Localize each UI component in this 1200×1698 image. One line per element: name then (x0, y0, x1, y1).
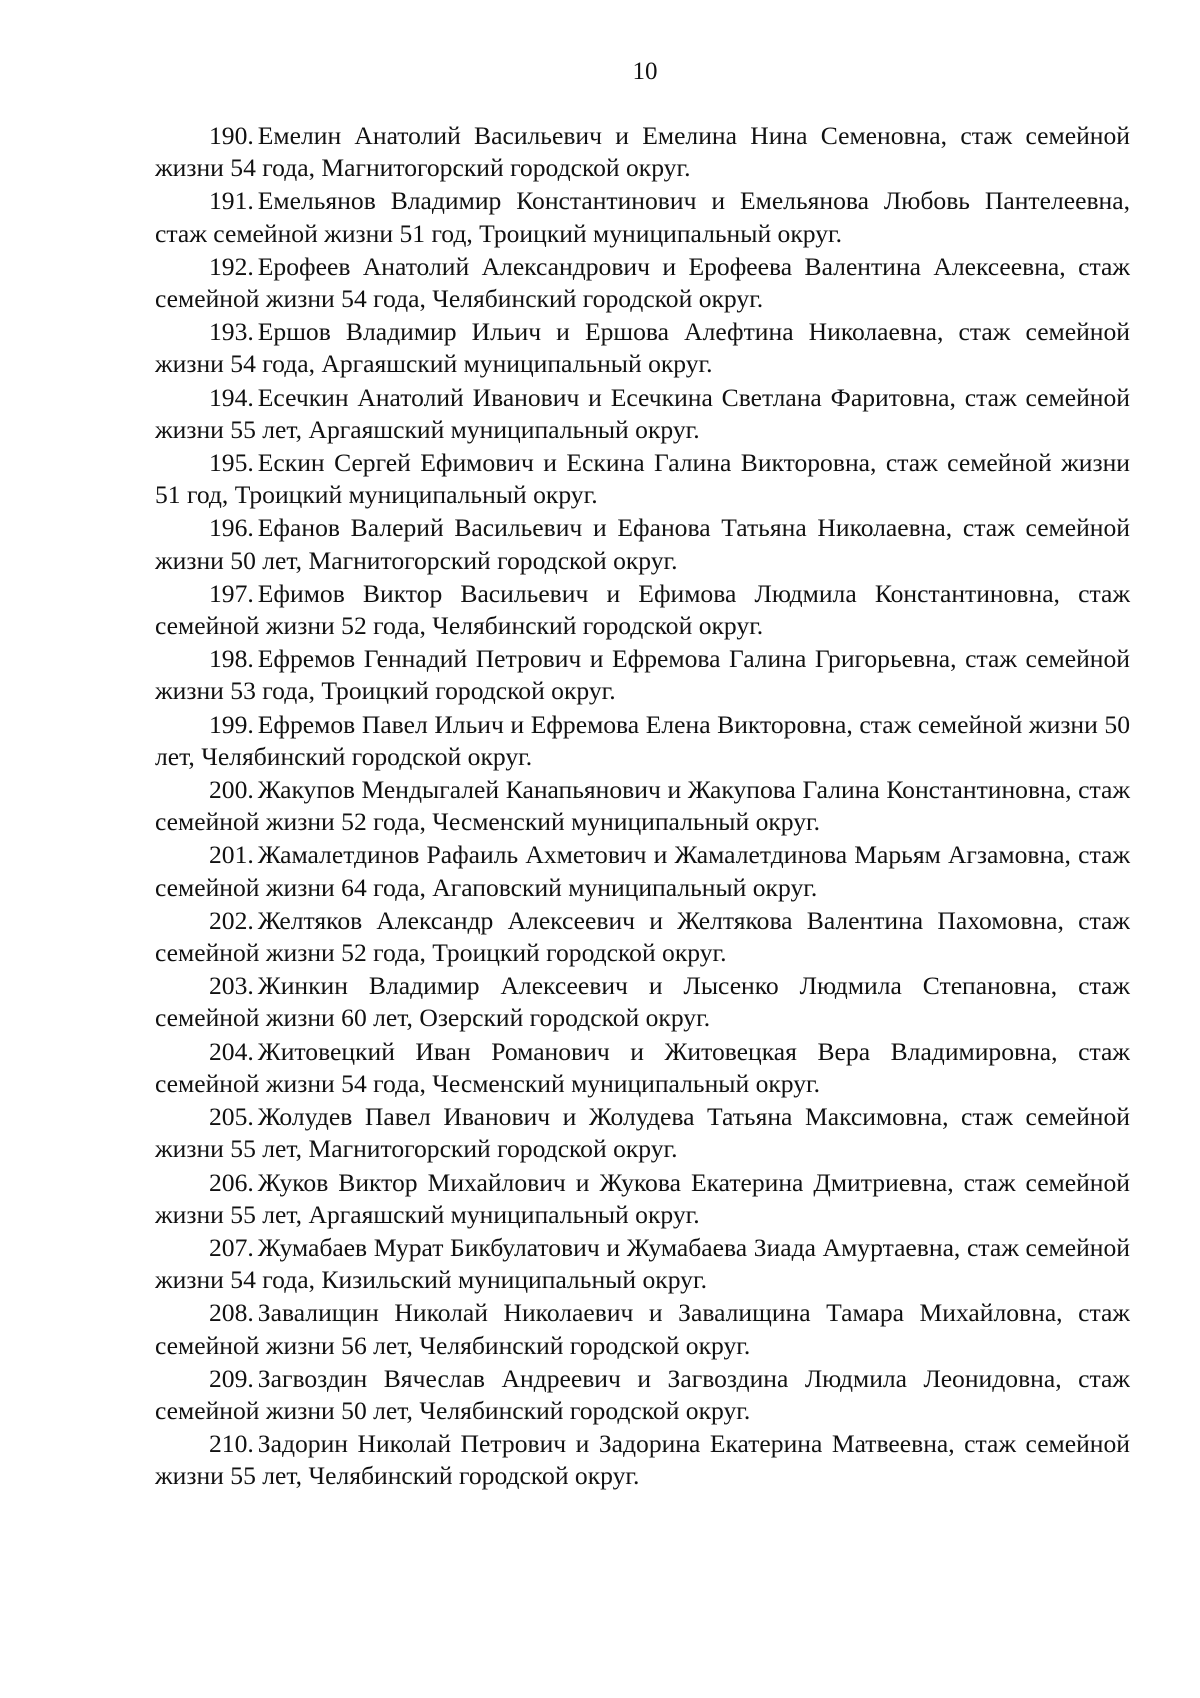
list-item (155, 316, 1130, 380)
item-text: Задорин Николай Петрович и Задорина Екатерина Матвеевна, стаж семейной жизни 55 лет, Челябинский городской округ. (155, 1429, 1130, 1491)
item-text: Жумабаев Мурат Бикбулатович и Жумабаева Зиада Амуртаевна, стаж семейной жизни 54 года, Кизильский муниципальный округ. (155, 1232, 1130, 1295)
list-item (155, 382, 1130, 446)
list-item (155, 1363, 1130, 1427)
item-number: 196. (209, 513, 254, 543)
item-text: Ефанов Валерий Васильевич и Ефанова Татьяна Николаевна, стаж семейной жизни 50 лет, Магнитогорский городской округ. (155, 513, 1130, 575)
item-number: 194. (209, 382, 254, 412)
item-text: Жуков Виктор Михайлович и Жукова Екатерина Дмитриевна, стаж семейной жизни 55 лет, Аргаяшский муниципальный округ. (155, 1167, 1130, 1229)
item-number: 205. (209, 1102, 254, 1132)
item-text: Жамалетдинов Рафаиль Ахметович и Жамалетдинова Марьям Агзамовна, стаж семейной жизни 64 года, Агаповский муниципальный округ. (155, 840, 1130, 902)
list-item (155, 251, 1130, 315)
item-number: 199. (209, 709, 254, 739)
list-item (155, 1428, 1130, 1492)
item-text: Ефимов Виктор Васильевич и Ефимова Людмила Константиновна, стаж семейной жизни 52 года, Челябинский городской округ. (155, 578, 1130, 641)
list-item (155, 447, 1130, 511)
item-text: Емельянов Владимир Константинович и Емельянова Любовь Пантелеевна, стаж семейной жизни 51 год, Троицкий муниципальный округ. (155, 186, 1130, 248)
award-list (155, 120, 1130, 1494)
list-item (155, 1297, 1130, 1361)
list-item (155, 905, 1130, 969)
item-number: 208. (209, 1298, 254, 1328)
list-item (155, 1101, 1130, 1165)
item-number: 207. (209, 1232, 254, 1262)
item-text: Жолудев Павел Иванович и Жолудева Татьяна Максимовна, стаж семейной жизни 55 лет, Магнитогорский городской округ. (155, 1102, 1130, 1164)
item-number: 193. (209, 317, 254, 347)
item-number: 201. (209, 840, 254, 870)
item-number: 191. (209, 186, 254, 216)
list-item (155, 185, 1130, 249)
item-text: Желтяков Александр Алексеевич и Желтякова Валентина Пахомовна, стаж семейной жизни 52 года, Троицкий городской округ. (155, 905, 1130, 968)
list-item (155, 578, 1130, 642)
item-text: Ефремов Павел Ильич и Ефремова Елена Викторовна, стаж семейной жизни 50 лет, Челябинский городской округ. (155, 709, 1130, 771)
list-item (155, 970, 1130, 1034)
item-number: 198. (209, 644, 254, 674)
item-number: 204. (209, 1036, 254, 1066)
list-item (155, 643, 1130, 707)
item-text: Ершов Владимир Ильич и Ершова Алефтина Николаевна, стаж семейной жизни 54 года, Аргаяшский муниципальный округ. (155, 317, 1130, 379)
item-text: Жинкин Владимир Алексеевич и Лысенко Людмила Степановна, стаж семейной жизни 60 лет, Озерский городской округ. (155, 971, 1130, 1033)
item-text: Житовецкий Иван Романович и Житовецкая Вера Владимировна, стаж семейной жизни 54 года, Чесменский муниципальный округ. (155, 1036, 1130, 1098)
item-text: Загвоздин Вячеслав Андреевич и Загвоздина Людмила Леонидовна, стаж семейной жизни 50 лет, Челябинский городской округ. (155, 1363, 1130, 1425)
item-text: Ескин Сергей Ефимович и Ескина Галина Викторовна, стаж семейной жизни 51 год, Троицкий муниципальный округ. (155, 448, 1130, 510)
item-text: Есечкин Анатолий Иванович и Есечкина Светлана Фаритовна, стаж семейной жизни 55 лет, Аргаяшский муниципальный округ. (155, 382, 1130, 444)
item-number: 206. (209, 1167, 254, 1197)
list-item (155, 774, 1130, 838)
list-item (155, 1167, 1130, 1231)
item-text: Ефремов Геннадий Петрович и Ефремова Галина Григорьевна, стаж семейной жизни 53 года, Троицкий городской округ. (155, 644, 1130, 706)
item-text: Ерофеев Анатолий Александрович и Ерофеева Валентина Алексеевна, стаж семейной жизни 54 года, Челябинский городской округ. (155, 251, 1130, 314)
list-item (155, 839, 1130, 903)
list-item (155, 709, 1130, 773)
list-item (155, 120, 1130, 184)
item-text: Емелин Анатолий Васильевич и Емелина Нина Семеновна, стаж семейной жизни 54 года, Магнитогорский городской округ. (155, 121, 1130, 183)
page-number: 10 (632, 58, 658, 85)
list-item (155, 1036, 1130, 1100)
item-number: 192. (209, 251, 254, 281)
item-number: 197. (209, 578, 254, 608)
list-item (155, 512, 1130, 576)
item-text: Жакупов Мендыгалей Канапьянович и Жакупова Галина Константиновна, стаж семейной жизни 52 года, Чесменский муниципальный округ. (155, 775, 1130, 837)
item-number: 200. (209, 775, 254, 805)
item-number: 190. (209, 121, 254, 150)
item-number: 209. (209, 1363, 254, 1393)
item-number: 210. (209, 1429, 254, 1459)
item-number: 202. (209, 905, 254, 935)
item-number: 195. (209, 448, 254, 478)
item-number: 203. (209, 971, 254, 1001)
list-item (155, 1232, 1130, 1296)
item-text: Завалищин Николай Николаевич и Завалищина Тамара Михайловна, стаж семейной жизни 56 лет, Челябинский городской округ. (155, 1298, 1130, 1360)
